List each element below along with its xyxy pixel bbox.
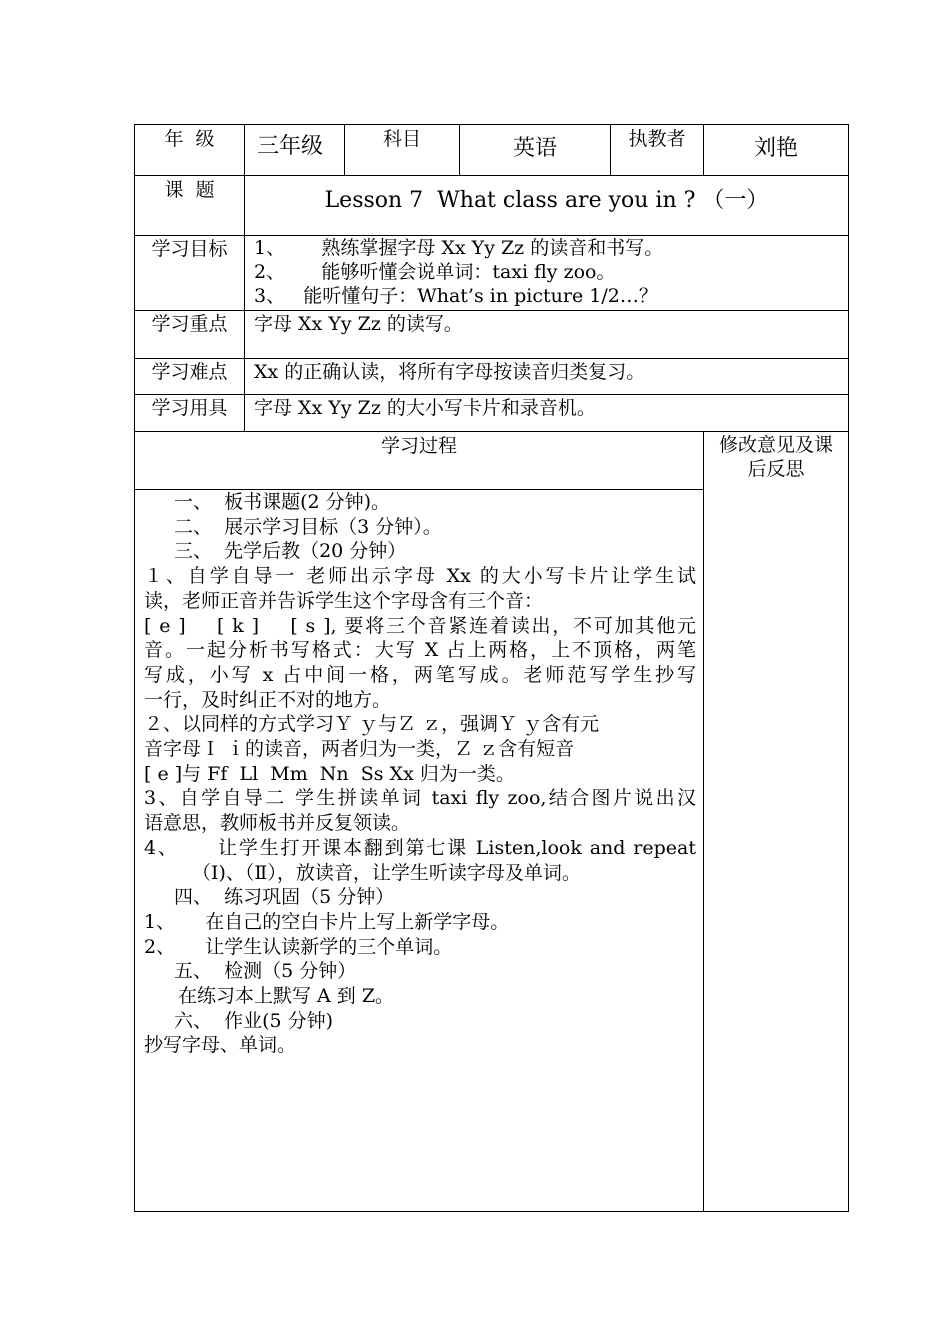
process-header: 学习过程 [134, 431, 704, 490]
difficulties-row [134, 358, 849, 395]
process-step-6: 六、 作业(5 分钟) [174, 1009, 334, 1032]
topic-value: Lesson 7 What class are you in ? （一） [244, 175, 849, 236]
process-line: 3、自学自导二 学生拼读单词 taxi fly zoo,结合图片说出汉 [144, 787, 696, 810]
process-line: 在练习本上默写 A 到 Z。 [178, 985, 395, 1008]
process-line: １、自学自导一 老师出示字母 Xx 的大小写卡片让学生试 [144, 565, 696, 588]
subject-label: 科目 [344, 124, 460, 176]
objectives-label: 学习目标 [134, 235, 245, 311]
process-line: （Ⅰ)、（Ⅱ），放读音，让学生听读字母及单词。 [192, 861, 581, 884]
process-line: 1、 在自己的空白卡片上写上新学字母。 [144, 910, 510, 933]
tools-label: 学习用具 [134, 394, 245, 432]
objective-item: 1、 熟练掌握字母 Xx Yy Zz 的读音和书写。 [254, 237, 664, 259]
process-line: 读，老师正音并告诉学生这个字母含有三个音： [144, 589, 544, 612]
topic-label: 课 题 [134, 175, 245, 236]
subject-value: 英语 [459, 124, 611, 176]
process-line: [ e ] [ k ] [ s ], 要将三个音紧连着读出，不可加其他元 [144, 614, 696, 637]
key-points-value: 字母 Xx Yy Zz 的读写。 [244, 310, 849, 359]
tools-row [134, 394, 849, 432]
process-line: 音。一起分析书写格式：大写 X 占上两格，上不顶格，两笔 [144, 639, 696, 662]
objective-item: 3、 能听懂句子：What’s in picture 1/2…？ [254, 285, 658, 307]
difficulties-label: 学习难点 [134, 358, 245, 395]
process-line: ２、以同样的方式学习Ｙ ｙ与Ｚ ｚ，强调Ｙ ｙ含有元 [144, 713, 600, 736]
process-line: 音字母Ｉ ｉ的读音，两者归为一类，Ｚ ｚ含有短音 [144, 738, 575, 761]
grade-value: 三年级 [244, 124, 345, 176]
process-step-2: 二、 展示学习目标（3 分钟）。 [174, 515, 442, 538]
teacher-value: 刘艳 [703, 124, 849, 176]
header-row [134, 124, 849, 176]
teacher-label: 执教者 [610, 124, 704, 176]
process-line: 写成，小写 x 占中间一格，两笔写成。老师范写学生抄写 [144, 663, 696, 686]
process-line: 一行，及时纠正不对的地方。 [144, 688, 392, 711]
tools-value: 字母 Xx Yy Zz 的大小写卡片和录音机。 [244, 394, 849, 432]
notes-column [703, 431, 849, 1212]
topic-row [134, 175, 849, 236]
key-points-label: 学习重点 [134, 310, 245, 359]
process-step-4: 四、 练习巩固（5 分钟） [174, 886, 395, 909]
process-line: 语意思，教师板书并反复领读。 [144, 812, 411, 835]
process-line: 抄写字母、单词。 [144, 1034, 297, 1057]
process-line: 4、 让学生打开课本翻到第七课 Listen,look and repeat [144, 836, 696, 859]
objectives-list [244, 235, 849, 311]
process-line: [ e ]与 Ff Ll Mm Nn Ss Xx 归为一类。 [144, 762, 515, 785]
process-body [134, 489, 704, 1212]
process-step-5: 五、 检测（5 分钟） [174, 960, 357, 983]
process-section [134, 431, 849, 1212]
process-step-3: 三、 先学后教（20 分钟） [174, 540, 407, 563]
objective-item: 2、 能够听懂会说单词：taxi fly zoo。 [254, 261, 616, 283]
key-points-row [134, 310, 849, 359]
process-line: 2、 让学生认读新学的三个单词。 [144, 935, 453, 958]
difficulties-value: Xx 的正确认读，将所有字母按读音归类复习。 [244, 358, 849, 395]
process-step-1: 一、 板书课题(2 分钟)。 [174, 491, 391, 513]
objectives-row [134, 235, 849, 311]
grade-label: 年 级 [134, 124, 245, 176]
notes-header: 修改意见及课后反思 [718, 434, 833, 480]
